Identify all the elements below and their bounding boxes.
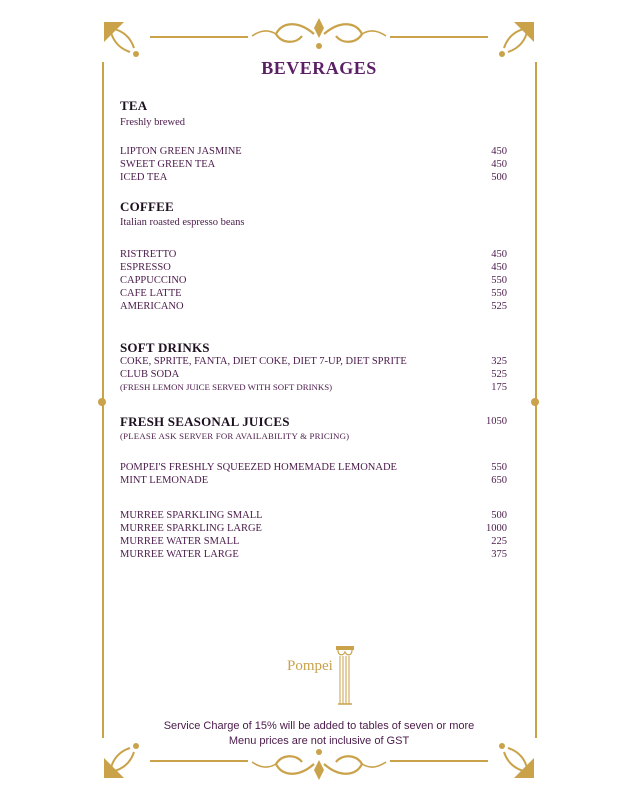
footer-service-charge: Service Charge of 15% will be added to tables of seven or more	[163, 720, 475, 732]
item-name: ESPRESSO	[120, 262, 171, 273]
top-scroll-ornament	[248, 14, 390, 54]
menu-item	[120, 509, 507, 522]
item-price: 500	[491, 510, 507, 521]
item-name: RISTRETTO	[120, 249, 177, 260]
item-price: 375	[491, 549, 507, 560]
item-name: MURREE SPARKLING LARGE	[120, 523, 262, 534]
menu-item	[120, 300, 507, 313]
menu-item	[120, 368, 507, 381]
left-dot-ornament	[98, 398, 106, 406]
juices-note: (PLEASE ASK SERVER FOR AVAILABILITY & PRICING)	[120, 431, 350, 441]
item-price: 500	[491, 172, 507, 183]
menu-item	[120, 355, 507, 368]
frame-top-line-left	[150, 36, 248, 38]
item-name: MURREE WATER LARGE	[120, 549, 239, 560]
item-price: 175	[491, 382, 507, 393]
item-price: 450	[491, 159, 507, 170]
item-name: SWEET GREEN TEA	[120, 159, 216, 170]
bottom-scroll-ornament	[248, 744, 390, 784]
item-name: (FRESH LEMON JUICE SERVED WITH SOFT DRINKS)	[120, 382, 333, 392]
item-price: 650	[491, 475, 507, 486]
item-price: 1000	[486, 523, 507, 534]
juices-price: 1050	[486, 416, 507, 427]
section-title-tea: TEA	[120, 98, 148, 113]
menu-item	[120, 145, 507, 158]
menu-item	[120, 248, 507, 261]
page-title: BEVERAGES	[261, 58, 377, 78]
item-price: 450	[491, 249, 507, 260]
menu-item	[120, 261, 507, 274]
item-price: 450	[491, 146, 507, 157]
item-name: MURREE SPARKLING SMALL	[120, 510, 263, 521]
section-title-soft-drinks: SOFT DRINKS	[120, 340, 210, 355]
menu-item	[120, 274, 507, 287]
item-price: 525	[491, 301, 507, 312]
item-name: CAFE LATTE	[120, 288, 182, 299]
section-title-juices: FRESH SEASONAL JUICES	[120, 414, 290, 429]
item-price: 525	[491, 369, 507, 380]
item-name: COKE, SPRITE, FANTA, DIET COKE, DIET 7-UP, DIET SPRITE	[120, 356, 407, 367]
item-name: CAPPUCCINO	[120, 275, 187, 286]
menu-item	[120, 171, 507, 184]
menu-item	[120, 548, 507, 561]
column-icon	[335, 644, 355, 708]
footer-gst-note: Menu prices are not inclusive of GST	[228, 735, 410, 747]
logo-text: Pompei	[287, 658, 333, 674]
frame-top-line-right	[390, 36, 488, 38]
item-name: MURREE WATER SMALL	[120, 536, 240, 547]
menu-item	[120, 158, 507, 171]
menu-item	[120, 461, 507, 474]
menu-item	[120, 522, 507, 535]
item-price: 550	[491, 462, 507, 473]
item-price: 450	[491, 262, 507, 273]
section-subtitle-coffee: Italian roasted espresso beans	[120, 217, 245, 228]
item-name: LIPTON GREEN JASMINE	[120, 146, 242, 157]
right-dot-ornament	[531, 398, 539, 406]
menu-item	[120, 287, 507, 300]
item-name: ICED TEA	[120, 172, 168, 183]
item-name: CLUB SODA	[120, 369, 180, 380]
section-title-coffee: COFFEE	[120, 199, 174, 214]
section-subtitle-tea: Freshly brewed	[120, 117, 186, 128]
item-price: 225	[491, 536, 507, 547]
item-name: POMPEI'S FRESHLY SQUEEZED HOMEMADE LEMONADE	[120, 462, 397, 473]
frame-bottom-line-left	[150, 760, 248, 762]
item-name: AMERICANO	[120, 301, 184, 312]
item-price: 325	[491, 356, 507, 367]
pompei-logo	[287, 644, 357, 708]
item-price: 550	[491, 275, 507, 286]
menu-item	[120, 381, 507, 394]
item-price: 550	[491, 288, 507, 299]
frame-bottom-line-right	[390, 760, 488, 762]
item-name: MINT LEMONADE	[120, 475, 209, 486]
menu-item	[120, 474, 507, 487]
menu-item	[120, 535, 507, 548]
